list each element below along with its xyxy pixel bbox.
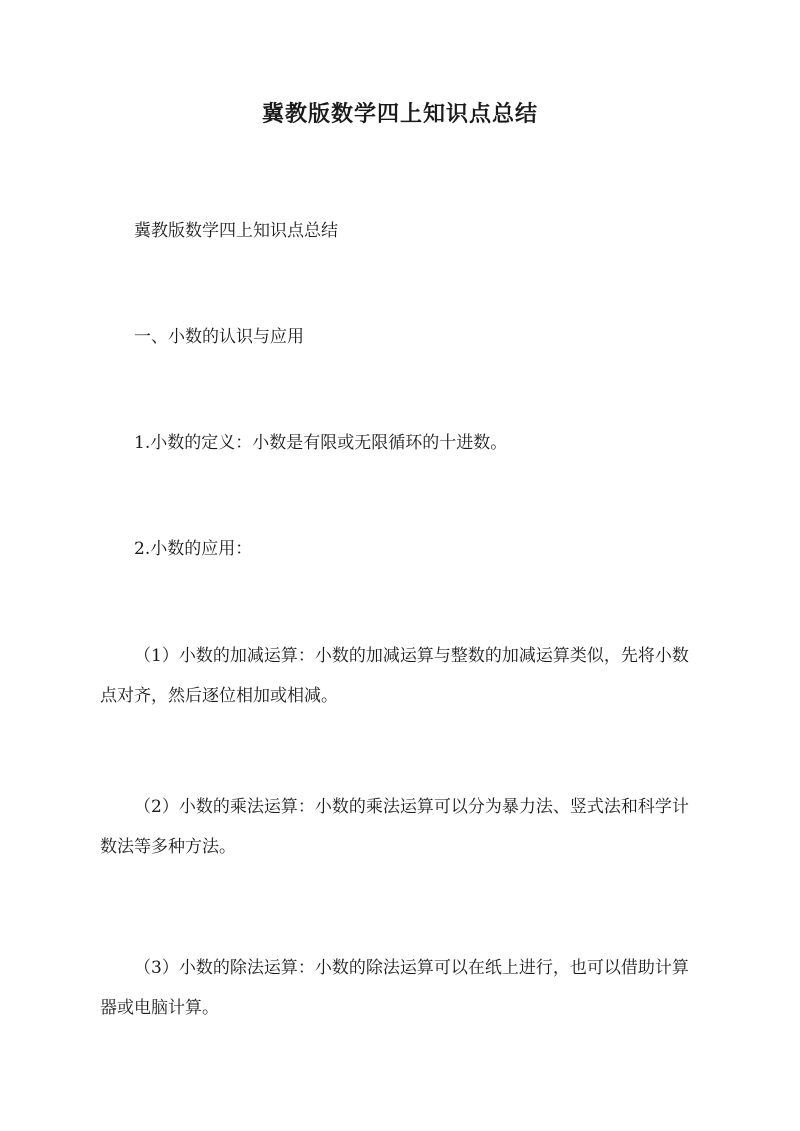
decimal-multiply-paragraph: （2）小数的乘法运算：小数的乘法运算可以分为暴力法、竖式法和科学计数法等多种方法。 (100, 797, 689, 857)
document-subtitle: 冀教版数学四上知识点总结 (134, 221, 338, 241)
document-title: 冀教版数学四上知识点总结 (261, 101, 538, 127)
decimal-add-sub-paragraph: （1）小数的加减运算：小数的加减运算与整数的加减运算类似，先将小数点对齐，然后逐位相加或相减。 (100, 646, 689, 706)
decimal-application-heading: 2.小数的应用： (134, 539, 253, 559)
decimal-divide-paragraph: （3）小数的除法运算：小数的除法运算可以在纸上进行，也可以借助计算器或电脑计算。 (100, 958, 689, 1018)
section-heading: 一、小数的认识与应用 (134, 327, 304, 347)
decimal-definition-paragraph: 1.小数的定义：小数是有限或无限循环的十进数。 (134, 433, 508, 453)
